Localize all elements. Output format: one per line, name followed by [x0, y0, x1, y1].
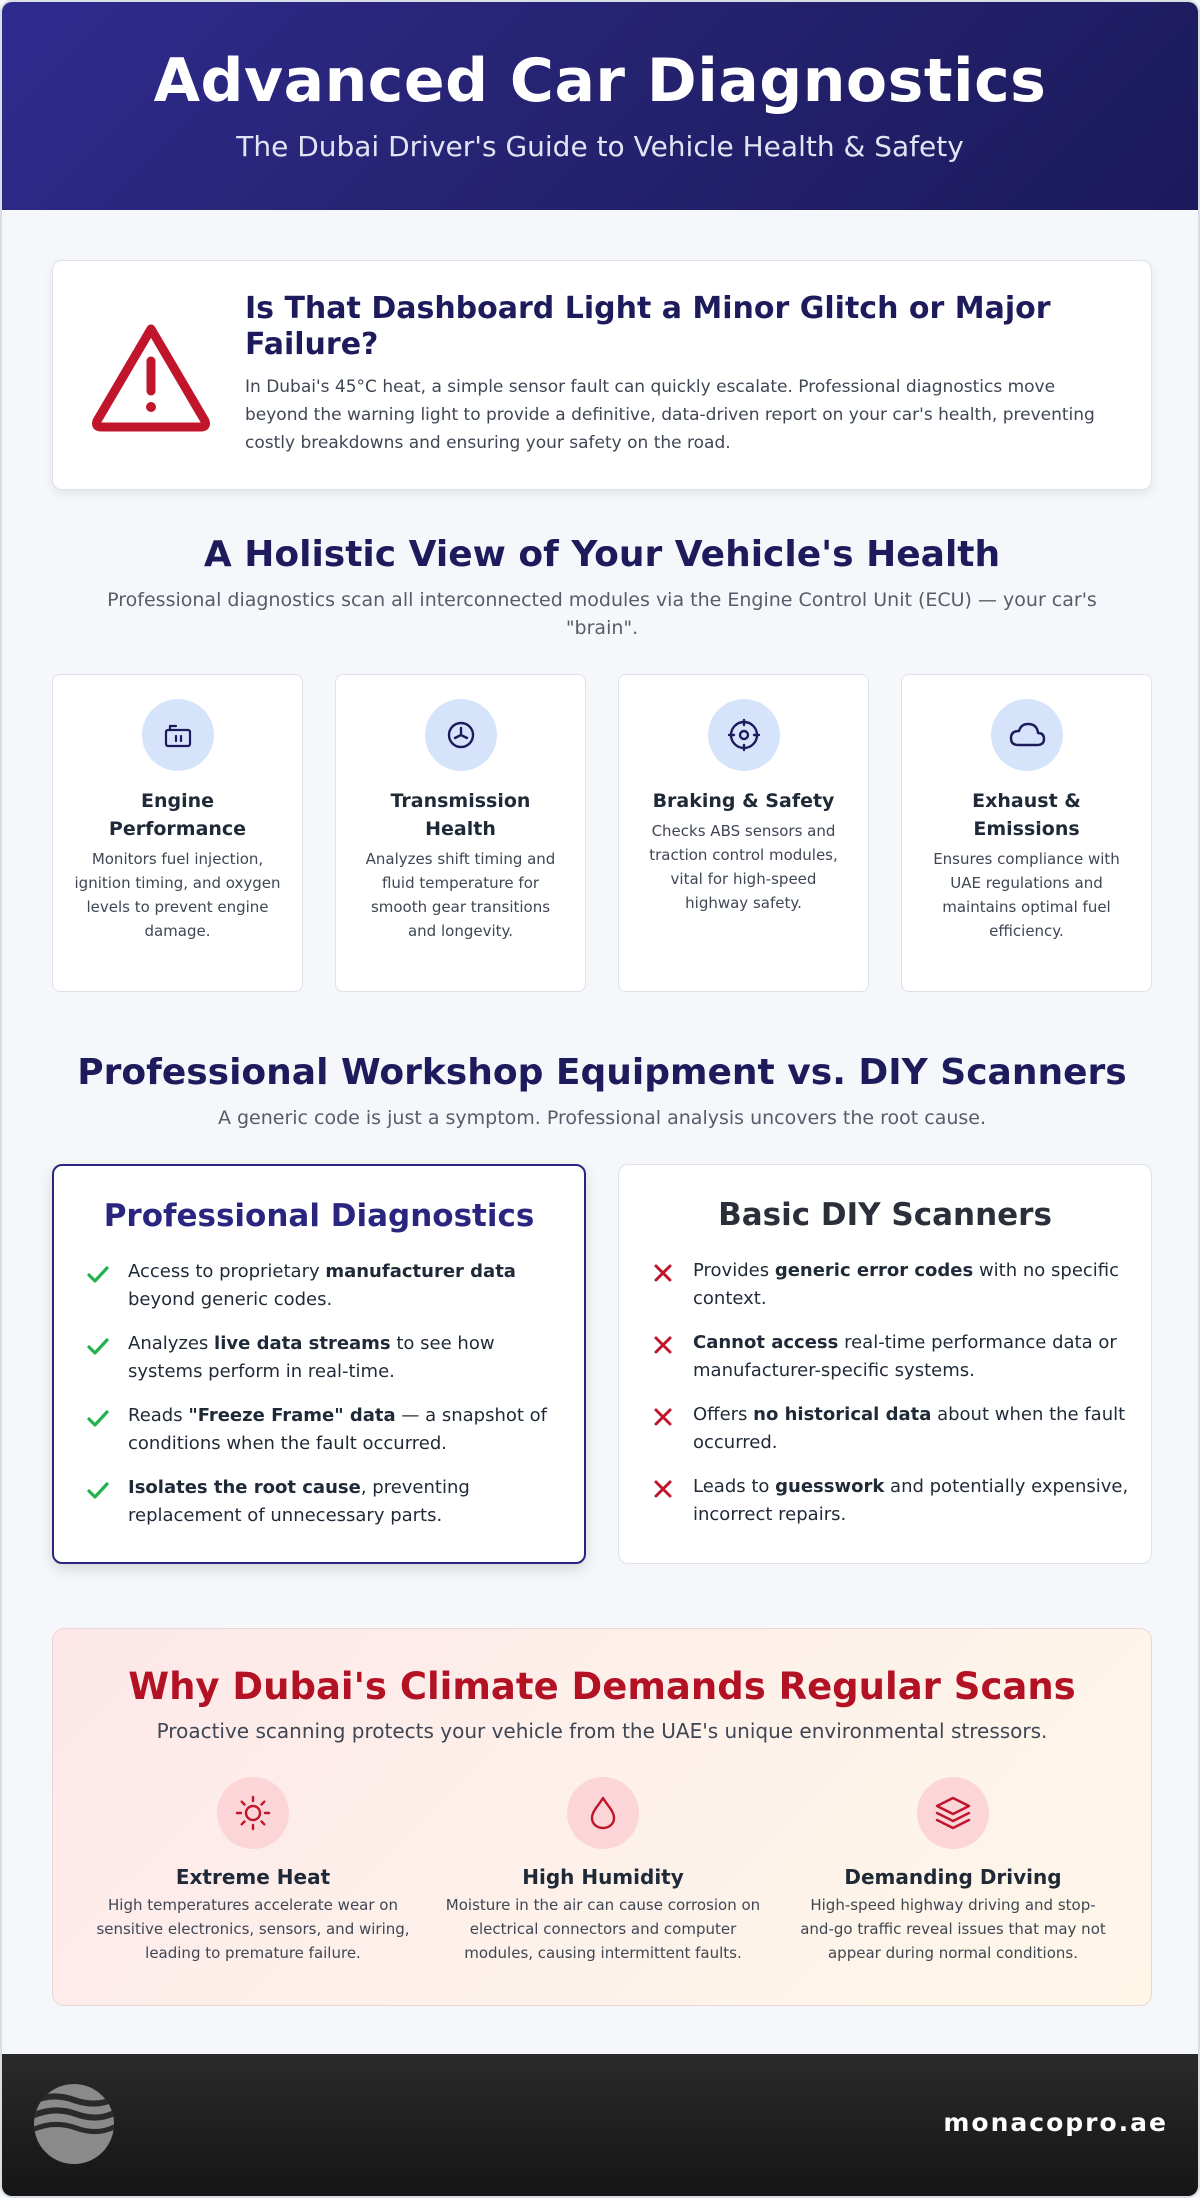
crosshair-icon	[727, 718, 761, 752]
holistic-title: A Holistic View of Your Vehicle's Health	[203, 534, 1001, 575]
warning-triangle-icon	[89, 321, 213, 433]
module-text: Checks ABS sensors and traction control modules, vital for high-speed highway safety.	[649, 822, 838, 912]
module-text: Analyzes shift timing and fluid temperature for smooth gear transitions and longevity.	[365, 850, 556, 940]
module-cards	[52, 674, 1152, 992]
module-title: Exhaust & Emissions	[972, 790, 1081, 840]
page-subtitle: The Dubai Driver's Guide to Vehicle Health & Safety	[236, 130, 964, 163]
alert-heading: Is That Dashboard Light a Minor Glitch or Major Failure?	[245, 291, 1051, 362]
engine-icon	[162, 719, 194, 751]
module-card-transmission	[335, 674, 586, 992]
module-card-braking	[618, 674, 869, 992]
compare-subtitle: A generic code is just a symptom. Professional analysis uncovers the root cause.	[217, 1107, 987, 1129]
climate-item-heat	[88, 1777, 418, 1965]
professional-list	[86, 1258, 566, 1546]
professional-diagnostics-card	[52, 1164, 586, 1564]
module-title: Transmission Health	[390, 790, 531, 840]
climate-item-text: Moisture in the air can cause corrosion on electrical connectors and computer modules, causing intermittent faults.	[445, 1896, 761, 1962]
cross-icon	[651, 1261, 675, 1285]
list-item: Isolates the root cause, preventing replacement of unnecessary parts.	[86, 1474, 566, 1546]
diy-heading: Basic DIY Scanners	[718, 1197, 1052, 1233]
module-text: Monitors fuel injection, ignition timing, and oxygen levels to prevent engine damage.	[74, 850, 281, 940]
compare-title: Professional Workshop Equipment vs. DIY Scanners	[77, 1052, 1127, 1093]
page-title: Advanced Car Diagnostics	[153, 46, 1047, 116]
cross-icon	[651, 1405, 675, 1429]
cloud-icon	[1008, 720, 1046, 750]
list-item: Cannot access real-time performance data or manufacturer-specific systems.	[651, 1329, 1131, 1401]
list-item: Offers no historical data about when the fault occurred.	[651, 1401, 1131, 1473]
list-item: Access to proprietary manufacturer data beyond generic codes.	[86, 1258, 566, 1330]
module-text: Ensures compliance with UAE regulations and maintains optimal fuel efficiency.	[933, 850, 1120, 940]
climate-item-driving	[788, 1777, 1118, 1965]
cross-icon	[651, 1333, 675, 1357]
sun-icon	[235, 1795, 271, 1831]
professional-heading: Professional Diagnostics	[103, 1198, 535, 1234]
diy-scanners-card	[618, 1164, 1152, 1564]
list-item: Reads "Freeze Frame" data — a snapshot of conditions when the fault occurred.	[86, 1402, 566, 1474]
climate-title: Why Dubai's Climate Demands Regular Scans	[128, 1665, 1076, 1708]
module-title: Engine Performance	[108, 790, 247, 840]
diy-list	[651, 1257, 1131, 1545]
climate-item-title: Extreme Heat	[175, 1865, 331, 1889]
climate-item-title: Demanding Driving	[844, 1865, 1062, 1889]
layers-icon	[934, 1795, 972, 1831]
checkmark-icon	[86, 1478, 110, 1502]
gauge-icon	[445, 719, 477, 751]
cross-icon	[651, 1477, 675, 1501]
holistic-subtitle: Professional diagnostics scan all interconnected modules via the Engine Control Unit (ECU) — your car's "brain".	[107, 589, 1097, 639]
module-card-exhaust	[901, 674, 1152, 992]
list-item: Analyzes live data streams to see how systems perform in real-time.	[86, 1330, 566, 1402]
module-card-engine	[52, 674, 303, 992]
climate-item-text: High-speed highway driving and stop-and-go traffic reveal issues that may not appear during normal conditions.	[800, 1896, 1106, 1962]
checkmark-icon	[86, 1406, 110, 1430]
page-header	[2, 2, 1198, 210]
climate-item-title: High Humidity	[522, 1865, 684, 1889]
wave-logo-icon	[32, 2082, 116, 2166]
checkmark-icon	[86, 1334, 110, 1358]
alert-body: In Dubai's 45°C heat, a simple sensor fault can quickly escalate. Professional diagnostics move beyond the warning light to provide a definitive, data-driven report on your car's health, preventing costly breakdowns and ensuring your safety on the road.	[245, 377, 1095, 453]
module-title: Braking & Safety	[652, 790, 835, 812]
list-item: Provides generic error codes with no specific context.	[651, 1257, 1131, 1329]
footer-domain[interactable]: monacopro.ae	[943, 2108, 1168, 2137]
climate-section	[52, 1628, 1152, 2006]
list-item: Leads to guesswork and potentially expensive, incorrect repairs.	[651, 1473, 1131, 1545]
climate-item-humidity	[438, 1777, 768, 1965]
droplet-icon	[588, 1795, 618, 1831]
climate-item-text: High temperatures accelerate wear on sensitive electronics, sensors, and wiring, leading to premature failure.	[96, 1896, 410, 1962]
page-footer	[2, 2054, 1200, 2198]
dashboard-alert-card	[52, 260, 1152, 490]
checkmark-icon	[86, 1262, 110, 1286]
climate-subtitle: Proactive scanning protects your vehicle from the UAE's unique environmental stressors.	[156, 1719, 1048, 1743]
